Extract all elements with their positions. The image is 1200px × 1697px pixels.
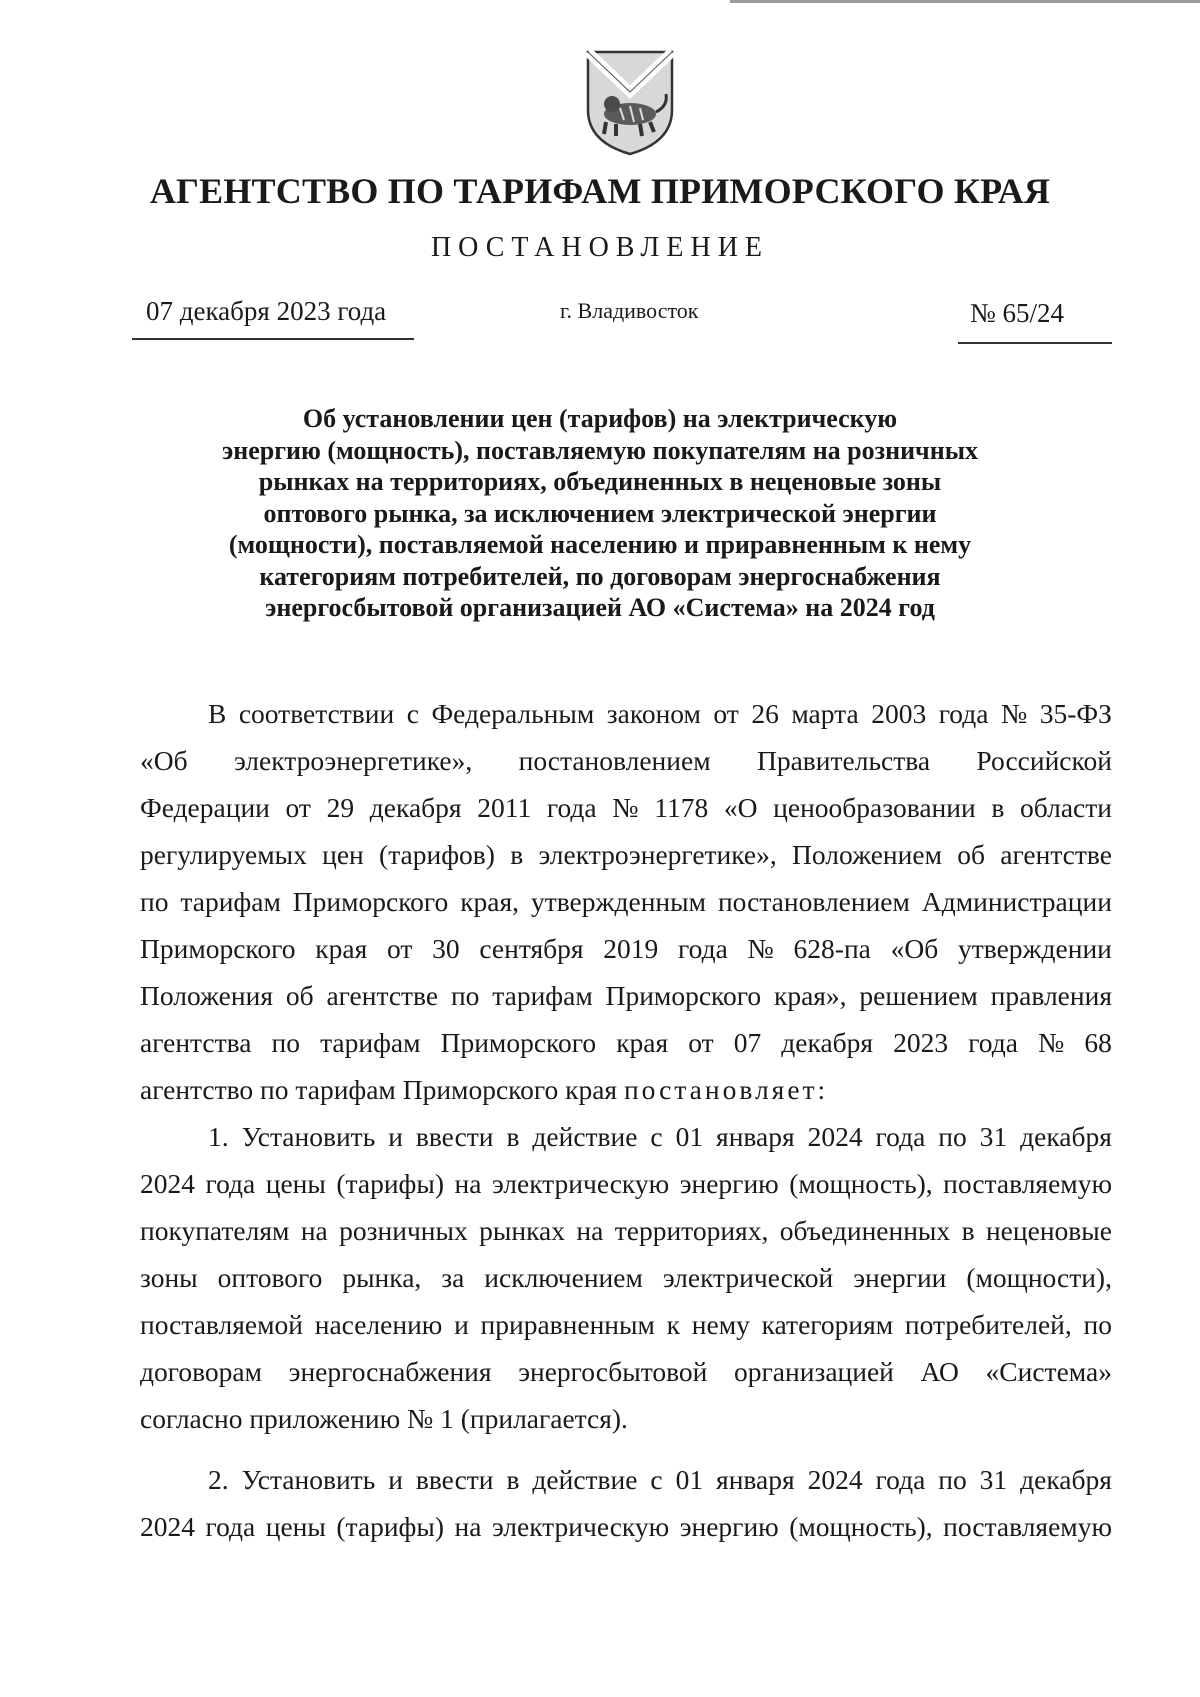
word: 68 [1084, 1027, 1112, 1058]
preamble-line [140, 972, 1112, 1019]
word: постановлением [717, 886, 910, 917]
preamble-line [140, 1066, 1112, 1113]
word: электрическую [491, 1168, 670, 1199]
word: агентстве [1000, 839, 1112, 870]
word: АО [920, 1356, 959, 1387]
word: сентября [479, 933, 584, 964]
word: объединенных [779, 1215, 951, 1246]
word: 29 [326, 792, 355, 823]
word: Приморского [605, 980, 762, 1011]
primorsky-coat-of-arms-icon [580, 46, 680, 158]
word: 2023 [893, 1027, 949, 1058]
word: области [1020, 792, 1112, 823]
word: исключением [484, 1262, 643, 1293]
document-subject [150, 403, 1050, 624]
subject-line: Об установлении цен (тарифов) на электрическую [302, 404, 898, 433]
word: 2011 [477, 792, 532, 823]
word: № [1000, 698, 1028, 729]
word: населению [314, 1309, 443, 1340]
word: № [612, 792, 639, 823]
number-underline [958, 342, 1112, 344]
word: утвержденным [530, 886, 707, 917]
word: от [285, 792, 311, 823]
document-number: № 65/24 [970, 298, 1065, 328]
word: 07 [733, 1027, 762, 1058]
word: поставляемой [140, 1309, 303, 1340]
word: тарифам [320, 1027, 421, 1058]
word: (тарифы) [336, 1168, 445, 1199]
word: Установить [241, 1121, 376, 1152]
word: 30 [432, 933, 460, 964]
word: энергию [679, 1511, 779, 1542]
word: года [678, 933, 728, 964]
word: решением [859, 980, 978, 1011]
word: (мощности), [966, 1262, 1112, 1293]
word: ввести [415, 1121, 494, 1152]
word: Положением [792, 839, 942, 870]
word: года [205, 1168, 256, 1199]
word: в [506, 1121, 520, 1152]
word: категориям [761, 1309, 894, 1340]
word: «О [723, 792, 758, 823]
word: в [510, 839, 524, 870]
word: декабря [369, 792, 462, 823]
word: декабря [1020, 1121, 1112, 1152]
word: года [875, 1121, 926, 1152]
word: края», [773, 980, 847, 1011]
word: неценовые [985, 1215, 1112, 1246]
word: электроэнергетике», [538, 839, 777, 870]
word: (мощность), [789, 1511, 933, 1542]
word: в [961, 1215, 975, 1246]
preamble-line [140, 784, 1112, 831]
word: 2. [208, 1464, 229, 1495]
word: 2024 [807, 1121, 863, 1152]
word: по [450, 980, 480, 1011]
word: действие [532, 1464, 638, 1495]
word: Администрации [921, 886, 1112, 917]
word: на [454, 1511, 482, 1542]
word: об [957, 839, 985, 870]
word: (тарифы) [336, 1511, 445, 1542]
agency-name: АГЕНТСТВО ПО ТАРИФАМ ПРИМОРСКОГО КРАЯ [149, 171, 1051, 211]
word: в [991, 792, 1005, 823]
word: Установить [241, 1464, 376, 1495]
word: 31 [979, 1464, 1008, 1495]
word: года [968, 1027, 1018, 1058]
date-underline [132, 338, 414, 340]
item-1-line [140, 1207, 1112, 1254]
word: декабря [781, 1027, 874, 1058]
word: за [441, 1262, 465, 1293]
word: территориях, [614, 1215, 769, 1246]
word: 31 [979, 1121, 1008, 1152]
word: в [506, 1464, 520, 1495]
word: цены [265, 1511, 326, 1542]
item-1-line: согласно приложению № 1 (прилагается). [140, 1403, 628, 1434]
word: об [285, 980, 314, 1011]
item-1-line [140, 1254, 1112, 1301]
word: года [875, 1464, 926, 1495]
word: 01 [675, 1121, 704, 1152]
item-2-line [140, 1503, 1112, 1550]
word: и [388, 1121, 403, 1152]
word: зоны [140, 1262, 198, 1293]
word: тарифам [492, 980, 593, 1011]
word: энергию [679, 1168, 779, 1199]
item-1-line [140, 1113, 1112, 1160]
word: организацией [734, 1356, 894, 1387]
word: 35-ФЗ [1039, 698, 1112, 729]
word: от [713, 698, 739, 729]
word: (тарифов) [379, 839, 495, 870]
word: 2003 [871, 698, 927, 729]
word: края [315, 933, 368, 964]
preamble-text: агентство по тарифам Приморского края [140, 1074, 618, 1105]
word: января [716, 1121, 795, 1152]
word: электрическую [491, 1511, 670, 1542]
word: 628-па [793, 933, 871, 964]
word: 2024 [807, 1464, 863, 1495]
scan-artifact-line [730, 0, 1200, 3]
item-1-line [140, 1160, 1112, 1207]
word: «Об [890, 933, 939, 964]
document-city: г. Владивосток [560, 298, 699, 323]
word: (мощность), [789, 1168, 933, 1199]
word: рынка, [342, 1262, 422, 1293]
subject-line: оптового рынка, за исключением электрической энергии [263, 498, 937, 528]
item-2-line [140, 1456, 1112, 1503]
word: розничных [339, 1215, 468, 1246]
word: на [576, 1215, 604, 1246]
word: цен [322, 839, 364, 870]
word: «Об [140, 745, 188, 776]
word: покупателям [140, 1215, 290, 1246]
word: «Система» [985, 1356, 1112, 1387]
preamble-line [140, 1019, 1112, 1066]
word: декабря [1020, 1464, 1112, 1495]
word: и [454, 1309, 469, 1340]
word: Приморского [440, 1027, 597, 1058]
word: 1. [208, 1121, 229, 1152]
word: Положения [140, 980, 273, 1011]
word: по [1083, 1309, 1112, 1340]
word: 01 [675, 1464, 704, 1495]
word: тарифам [180, 886, 281, 917]
word: соответствии [238, 698, 395, 729]
subject-line: категориям потребителей, по договорам энергоснабжения [259, 561, 941, 591]
word: № [747, 933, 774, 964]
word: к [666, 1309, 681, 1340]
word: утверждении [958, 933, 1112, 964]
word: от [386, 933, 413, 964]
word: Правительства [756, 745, 931, 776]
word: постановлением [518, 745, 711, 776]
preamble-line [140, 878, 1112, 925]
word: 2024 [140, 1168, 195, 1199]
word: электрической [662, 1262, 834, 1293]
word: 26 [751, 698, 779, 729]
word: края [616, 1027, 669, 1058]
word: рынках [479, 1215, 565, 1246]
word: Приморского [140, 933, 296, 964]
word: В [208, 698, 227, 729]
word: года [938, 698, 989, 729]
word: поставляемую [943, 1511, 1112, 1542]
word: Приморского [292, 886, 449, 917]
document-type: ПОСТАНОВЛЕНИЕ [430, 232, 770, 263]
word: законом [606, 698, 701, 729]
word: договорам [140, 1356, 262, 1387]
word: регулируемых [140, 839, 307, 870]
subject-line: (мощности), поставляемой населению и приравненным к нему [228, 530, 972, 559]
item-1-line [140, 1301, 1112, 1348]
word: ценообразовании [773, 792, 976, 823]
word: Федеральным [431, 698, 595, 729]
word: 2024 [140, 1511, 195, 1542]
word: потребителей, [904, 1309, 1072, 1340]
word: электроэнергетике», [233, 745, 473, 776]
preamble-line [140, 737, 1112, 784]
word: января [716, 1464, 795, 1495]
word: нему [691, 1309, 750, 1340]
word: поставляемую [943, 1168, 1112, 1199]
preamble-line [140, 925, 1112, 972]
word: Федерации [140, 792, 270, 823]
word: ввести [415, 1464, 494, 1495]
word: года [546, 792, 597, 823]
word: 1178 [654, 792, 709, 823]
word: приравненным [480, 1309, 655, 1340]
word: по [140, 886, 169, 917]
word: агентства [140, 1027, 252, 1058]
resolves-keyword: постановляет: [623, 1074, 829, 1105]
subject-line: энергосбытовой организацией АО «Система» на 2024 год [265, 593, 935, 622]
item-1-line [140, 1348, 1112, 1395]
word: агентстве [326, 980, 439, 1011]
preamble-line [140, 831, 1112, 878]
word: энергосбытовой [518, 1356, 708, 1387]
word: по [938, 1121, 967, 1152]
word: Российской [976, 745, 1112, 776]
word: цены [265, 1168, 326, 1199]
word: с [406, 698, 419, 729]
document-date: 07 декабря 2023 года [146, 296, 387, 326]
word: оптового [217, 1262, 323, 1293]
word: правления [990, 980, 1112, 1011]
word: № [1038, 1027, 1065, 1058]
preamble-line [140, 690, 1112, 737]
word: энергоснабжения [288, 1356, 492, 1387]
word: на [300, 1215, 328, 1246]
word: 2019 [603, 933, 659, 964]
word: края, [460, 886, 520, 917]
subject-line: энергию (мощность), поставляемую покупателям на розничных [222, 435, 978, 465]
word: по [271, 1027, 300, 1058]
word: с [650, 1464, 663, 1495]
document-body [140, 690, 1112, 1550]
word: на [454, 1168, 482, 1199]
word: марта [791, 698, 859, 729]
word: и [388, 1464, 403, 1495]
subject-line: рынках на территориях, объединенных в неценовые зоны [258, 467, 942, 496]
word: года [205, 1511, 256, 1542]
word: с [650, 1121, 663, 1152]
word: энергии [853, 1262, 947, 1293]
word: от [688, 1027, 714, 1058]
word: по [938, 1464, 967, 1495]
word: действие [532, 1121, 638, 1152]
